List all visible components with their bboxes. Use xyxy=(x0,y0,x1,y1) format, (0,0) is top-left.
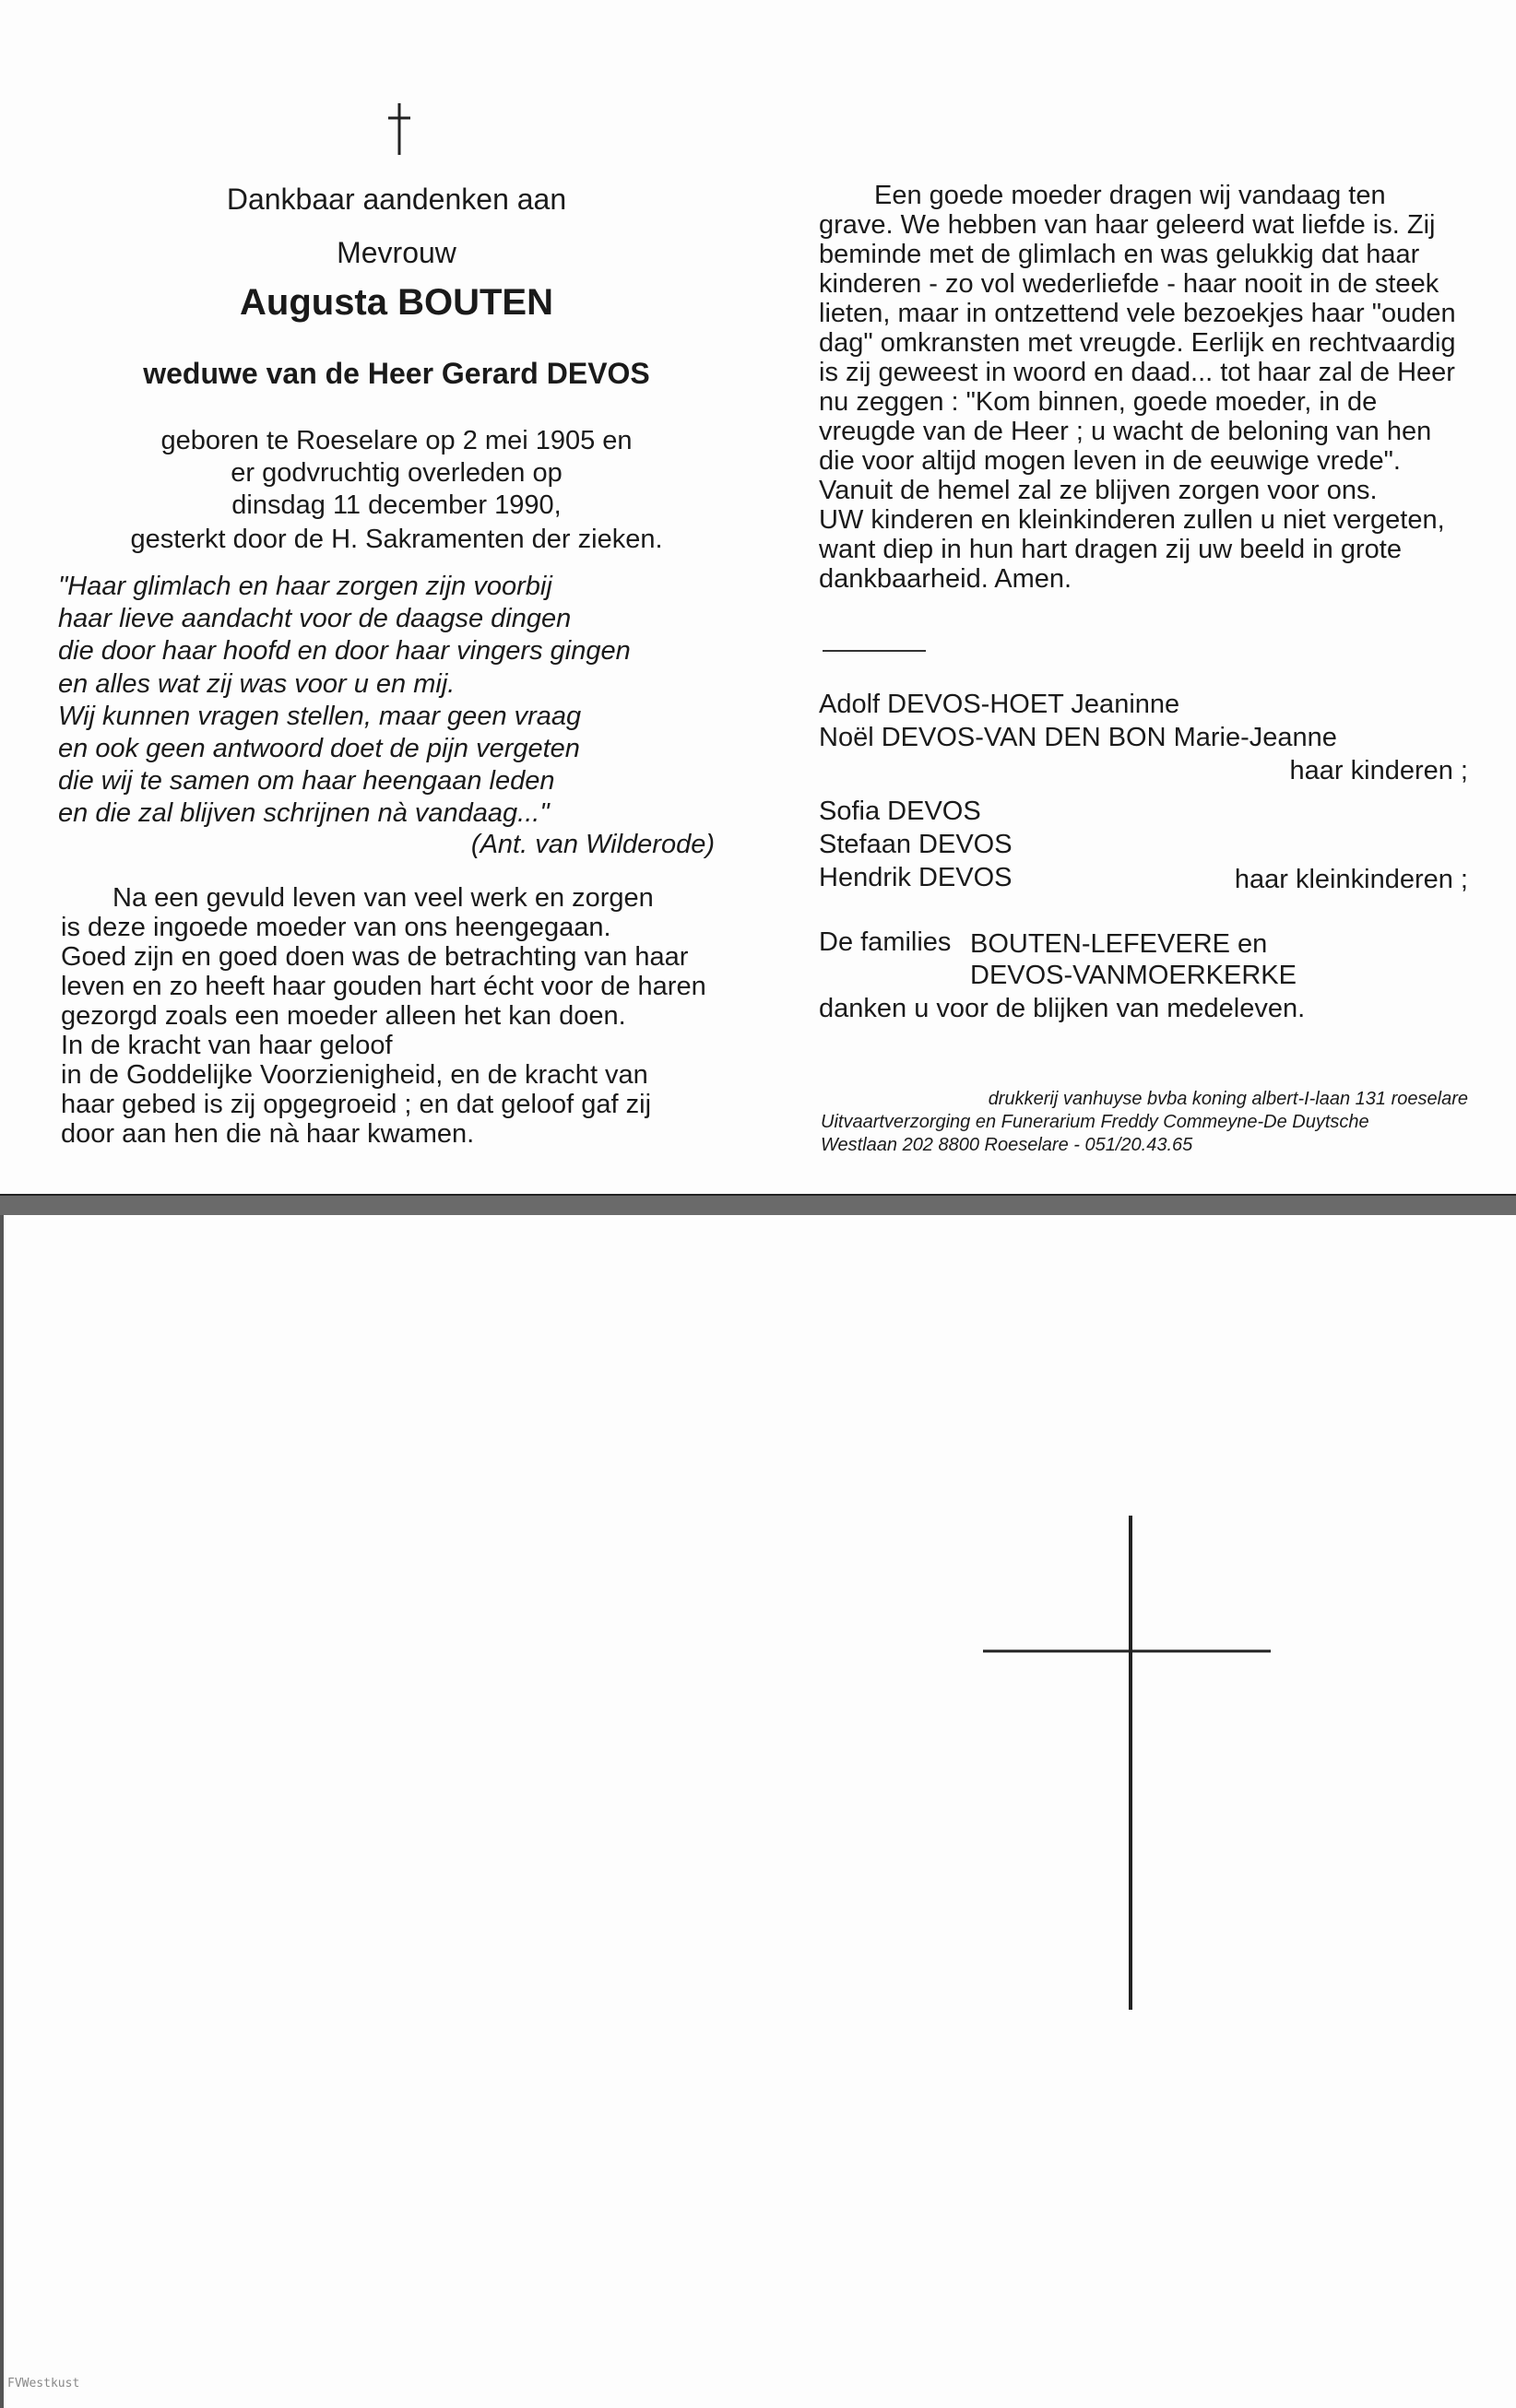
watermark: FVWestkust xyxy=(7,2377,80,2390)
families-prefix: De families xyxy=(819,927,952,957)
printer-line: Uitvaartverzorging en Funerarium Freddy Commeyne-De Duytsche xyxy=(821,1112,1369,1132)
text-line: Na een gevuld leven van veel werk en zorgen xyxy=(113,883,654,913)
child-name: Adolf DEVOS-HOET Jeaninne xyxy=(819,690,1180,719)
card-back xyxy=(0,1215,1516,2408)
grandchildren-label: haar kleinkinderen ; xyxy=(1234,865,1468,894)
poem-line: "Haar glimlach en haar zorgen zijn voorbij xyxy=(58,572,552,601)
right-text-line: is zij geweest in woord en daad... tot haar zal de Heer xyxy=(819,358,1455,387)
right-text-line: die voor altijd mogen leven in de eeuwige vrede". xyxy=(819,446,1401,476)
cross-icon-large xyxy=(983,1516,1271,2010)
edge-shadow xyxy=(0,1215,4,2408)
grandchild-name: Stefaan DEVOS xyxy=(819,830,1013,859)
bio-line: er godvruchtig overleden op xyxy=(231,458,563,488)
text-line: leven en zo heeft haar gouden hart écht voor de haren xyxy=(61,972,706,1001)
poem-author: (Ant. van Wilderode) xyxy=(470,830,715,859)
poem-line: die wij te samen om haar heengaan leden xyxy=(58,766,555,796)
poem-line: haar lieve aandacht voor de daagse dingen xyxy=(58,604,572,633)
right-text-line: lieten, maar in ontzettend vele bezoekjes haar "ouden xyxy=(819,299,1456,328)
right-text-line: dankbaarheid. Amen. xyxy=(819,564,1072,594)
right-text-line: nu zeggen : "Kom binnen, goede moeder, in de xyxy=(819,387,1378,417)
card-front xyxy=(0,0,1516,1196)
poem-line: Wij kunnen vragen stellen, maar geen vraag xyxy=(58,702,582,731)
grandchild-name: Hendrik DEVOS xyxy=(819,863,1013,892)
separator-line xyxy=(823,650,926,652)
children-label: haar kinderen ; xyxy=(1289,756,1468,785)
bio-line: dinsdag 11 december 1990, xyxy=(231,490,562,520)
right-text-line: want diep in hun hart dragen zij uw beeld in grote xyxy=(819,535,1402,564)
poem-line: en ook geen antwoord doet de pijn vergeten xyxy=(58,734,580,763)
text-line: in de Goddelijke Voorzienigheid, en de kracht van xyxy=(61,1060,648,1090)
thanks-text: danken u voor de blijken van medeleven. xyxy=(819,994,1306,1023)
right-text-line: kinderen - zo vol wederliefde - haar nooit in de steek xyxy=(819,269,1439,299)
right-text-line: UW kinderen en kleinkinderen zullen u niet vergeten, xyxy=(819,505,1445,535)
text-line: is deze ingoede moeder van ons heengegaan. xyxy=(61,913,611,942)
right-text-line: dag" omkransten met vreugde. Eerlijk en rechtvaardig xyxy=(819,328,1456,358)
bio-line: geboren te Roeselare op 2 mei 1905 en xyxy=(160,426,633,455)
child-name: Noël DEVOS-VAN DEN BON Marie-Jeanne xyxy=(819,723,1337,752)
right-text-line: grave. We hebben van haar geleerd wat liefde is. Zij xyxy=(819,210,1436,240)
cross-icon-small xyxy=(385,103,413,155)
poem-line: die door haar hoofd en door haar vingers gingen xyxy=(58,636,631,666)
title-prefix: Mevrouw xyxy=(337,236,456,269)
deceased-name: Augusta BOUTEN xyxy=(240,282,553,323)
printer-line: drukkerij vanhuyse bvba koning albert-I-laan 131 roeselare xyxy=(988,1089,1468,1109)
families-name: DEVOS-VANMOERKERKE xyxy=(970,961,1297,990)
text-line: gezorgd zoals een moeder alleen het kan doen. xyxy=(61,1001,626,1031)
families-name: BOUTEN-LEFEVERE en xyxy=(970,929,1268,959)
right-text-line: beminde met de glimlach en was gelukkig dat haar xyxy=(819,240,1420,269)
right-text-line: Vanuit de hemel zal ze blijven zorgen voor ons. xyxy=(819,476,1378,505)
text-line: Goed zijn en goed doen was de betrachting van haar xyxy=(61,942,689,972)
grandchild-name: Sofia DEVOS xyxy=(819,797,981,826)
text-line: door aan hen die nà haar kwamen. xyxy=(61,1119,475,1149)
bio-line: gesterkt door de H. Sakramenten der zieken. xyxy=(130,525,663,554)
widow-of: weduwe van de Heer Gerard DEVOS xyxy=(143,357,650,390)
right-text-line: vreugde van de Heer ; u wacht de beloning van hen xyxy=(819,417,1432,446)
text-line: In de kracht van haar geloof xyxy=(61,1031,393,1060)
printer-line: Westlaan 202 8800 Roeselare - 051/20.43.65 xyxy=(821,1135,1193,1155)
text-line: haar gebed is zij opgegroeid ; en dat geloof gaf zij xyxy=(61,1090,652,1119)
heading: Dankbaar aandenken aan xyxy=(226,183,567,216)
poem-line: en die zal blijven schrijnen nà vandaag..." xyxy=(58,798,550,828)
poem-line: en alles wat zij was voor u en mij. xyxy=(58,669,456,699)
right-text-line: Een goede moeder dragen wij vandaag ten xyxy=(874,181,1386,210)
